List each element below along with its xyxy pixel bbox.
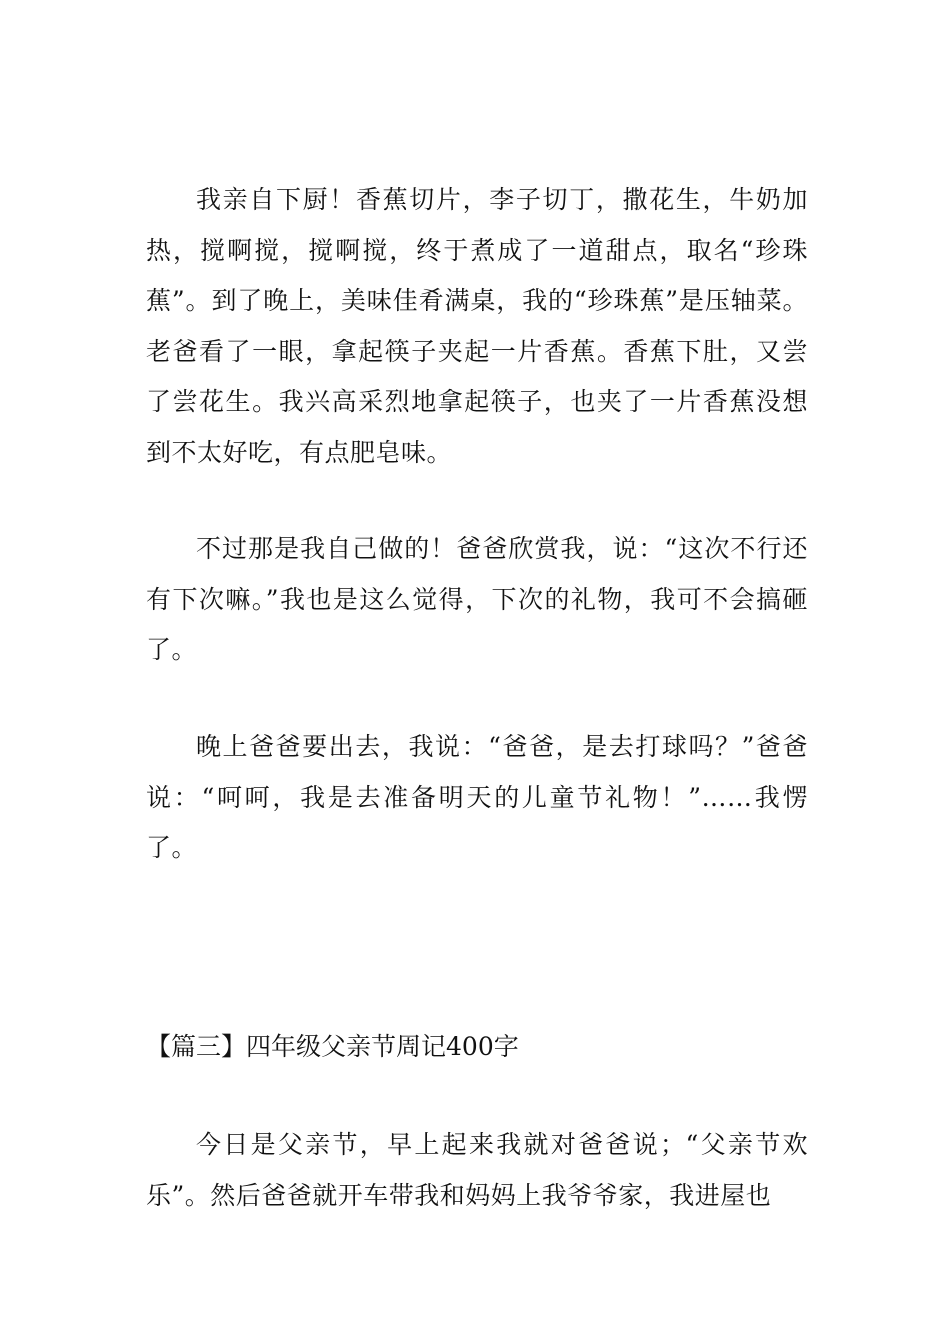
paragraph-cooking-dessert: 我亲自下厨！香蕉切片，李子切丁，撒花生，牛奶加热，搅啊搅，搅啊搅，终于煮成了一道甜点，取名“珍珠蕉”。到了晚上，美味佳肴满桌，我的“珍珠蕉”是压轴菜。老爸看了一眼，拿起筷子夹起一片香蕉。香蕉下肚，又尝了尝花生。我兴高采烈地拿起筷子，也夹了一片香蕉没想到不太好吃，有点肥皂味。 <box>146 185 808 467</box>
paragraph-childrens-day-gift: 晚上爸爸要出去，我说：“爸爸，是去打球吗？”爸爸说：“呵呵，我是去准备明天的儿童节礼物！”……我愣了。 <box>146 732 808 862</box>
section-heading: 【篇三】四年级父亲节周记400字 <box>146 1032 519 1061</box>
paragraph-fathers-day: 今日是父亲节，早上起来我就对爸爸说；“父亲节欢乐”。然后爸爸就开车带我和妈妈上我爷爷家，我进屋也 <box>146 1130 808 1210</box>
paragraph-dad-encourages: 不过那是我自己做的！爸爸欣赏我，说：“这次不行还有下次嘛。”我也是这么觉得，下次的礼物，我可不会搞砸了。 <box>146 534 808 664</box>
